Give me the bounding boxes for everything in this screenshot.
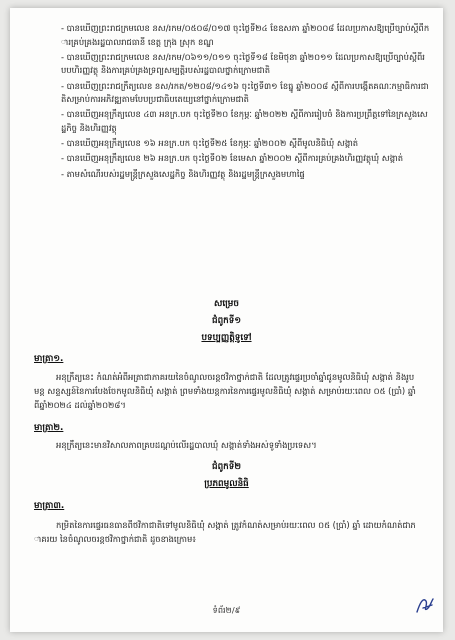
page-number: ទំព័រ២/៩ (212, 605, 241, 615)
preamble-list (50, 22, 430, 183)
preamble-item: - បានឃើញអនុក្រឹត្យលេខ ៤៣ អនក្រ.បក ចុះថ្ងៃទី២០ ខែកុម្ភៈ ឆ្នាំ២០២២ ស្តីពីការរៀបចំ និងការប្រព្រឹត្តទៅនៃក្រសួងសេដ្ឋកិច្ច និងហិរញ្ញវត្ថុ (61, 109, 428, 133)
chapter-1-title: បទប្បញ្ញត្តិទូទៅ (201, 333, 252, 343)
decision-heading: សម្រេច (214, 299, 239, 309)
chapter-1-number: ជំពូកទី១ (212, 316, 241, 326)
preamble-item: - បានឃើញព្រះរាជក្រឹត្យលេខ នស/រកត/១២០៨/១៤១៦ ចុះថ្ងៃទី៣១ ខែធ្នូ ឆ្នាំ២០០៨ ស្តីពីការបង្កើតគណៈកម្មាធិការជាតិសម្រាប់ការអភិវឌ្ឍតាមបែបប្រជាធិបតេយ្យនៅថ្នាក់ក្រោមជាតិ (61, 80, 429, 105)
preamble-item: - បានឃើញអនុក្រឹត្យលេខ ១៦ អនក្រ.បក ចុះថ្ងៃទី២៥ ខែកុម្ភៈ ឆ្នាំ២០០២ ស្តីពីមូលនិធិឃុំ សង្កាត់ (61, 138, 359, 149)
signature-initial (414, 593, 436, 617)
chapter-2-number: ជំពូកទី២ (212, 462, 241, 472)
preamble-item: - បានឃើញព្រះរាជក្រមលេខ នស/រកម/០៥០៨/០១៧ ចុះថ្ងៃទី២៤ ខែឧសភា ឆ្នាំ២០០៨ ដែលប្រកាសឱ្យប្រើច្បាប់ស្តីពីការគ្រប់គ្រងរដ្ឋបាលរាជធានី ខេត្ត ក្រុង ស្រុក ខណ្ឌ (61, 23, 430, 47)
preamble-item: - បានឃើញព្រះរាជក្រមលេខ នស/រកម/០៦១១/០១១ ចុះថ្ងៃទី១៨ ខែមិថុនា ឆ្នាំ២០១១ ដែលប្រកាសឱ្យប្រើច្បាប់ស្តីពីរបបហិរញ្ញវត្ថុ និងការគ្រប់គ្រងទ្រព្យសម្បត្តិរបស់រដ្ឋបាលថ្នាក់ក្រោមជាតិ (61, 51, 425, 76)
document-page (10, 8, 443, 632)
chapter-2-title: ប្រភពមូលនិធិ (204, 479, 249, 489)
article-3-body: កម្រិតនៃការផ្ទេរធនធានពីថវិកាជាតិទៅមូលនិធិឃុំ សង្កាត់ ត្រូវកំណត់សម្រាប់រយៈពេល ០៥ (ប្រាំ) ឆ្នាំ ដោយកំណត់ជាភាគរយ នៃចំណូលចរន្តថវិកាថ្នាក់ជាតិ ដូចខាងក្រោម៖ (34, 520, 416, 545)
article-1-body: អនុក្រឹត្យនេះ កំណត់អំពីអត្រាជាភាគរយនៃចំណូលចរន្តថវិកាថ្នាក់ជាតិ ដែលត្រូវផ្ទេរប្រចាំឆ្នាំជូនមូលនិធិឃុំ សង្កាត់ និងរូបមន្ត សន្ទស្សន៍នៃការបែងចែកមូលនិធិឃុំ សង្កាត់ ព្រមទាំងយន្តការនៃការផ្ទេរមូលនិធិឃុំ សង្កាត់ សម្រាប់រយៈពេល ០៥ (ប្រាំ) ឆ្នាំ ពីឆ្នាំ២០២៤ ដល់ឆ្នាំ២០២៨។ (34, 372, 416, 411)
article-2-label: មាត្រា២. (34, 423, 64, 433)
article-3-label: មាត្រា៣. (34, 501, 65, 511)
article-1-label: មាត្រា១. (34, 354, 64, 364)
preamble-item: - តាមសំណើរបស់រដ្ឋមន្ត្រីក្រសួងសេដ្ឋកិច្ច និងហិរញ្ញវត្ថុ និងរដ្ឋមន្ត្រីក្រសួងមហាផ្ទៃ (61, 168, 305, 179)
preamble-item: - បានឃើញអនុក្រឹត្យលេខ ២៦ អនក្រ.បក ចុះថ្ងៃទី០២ ខែមេសា ឆ្នាំ២០០២ ស្តីពីការគ្រប់គ្រងហិរញ្ញវត្ថុឃុំ សង្កាត់ (61, 153, 404, 164)
article-2-body: អនុក្រឹត្យនេះមានវិសាលភាពគ្របដណ្តប់លើរដ្ឋបាលឃុំ សង្កាត់ទាំងអស់ទូទាំងប្រទេស។ (56, 440, 317, 450)
